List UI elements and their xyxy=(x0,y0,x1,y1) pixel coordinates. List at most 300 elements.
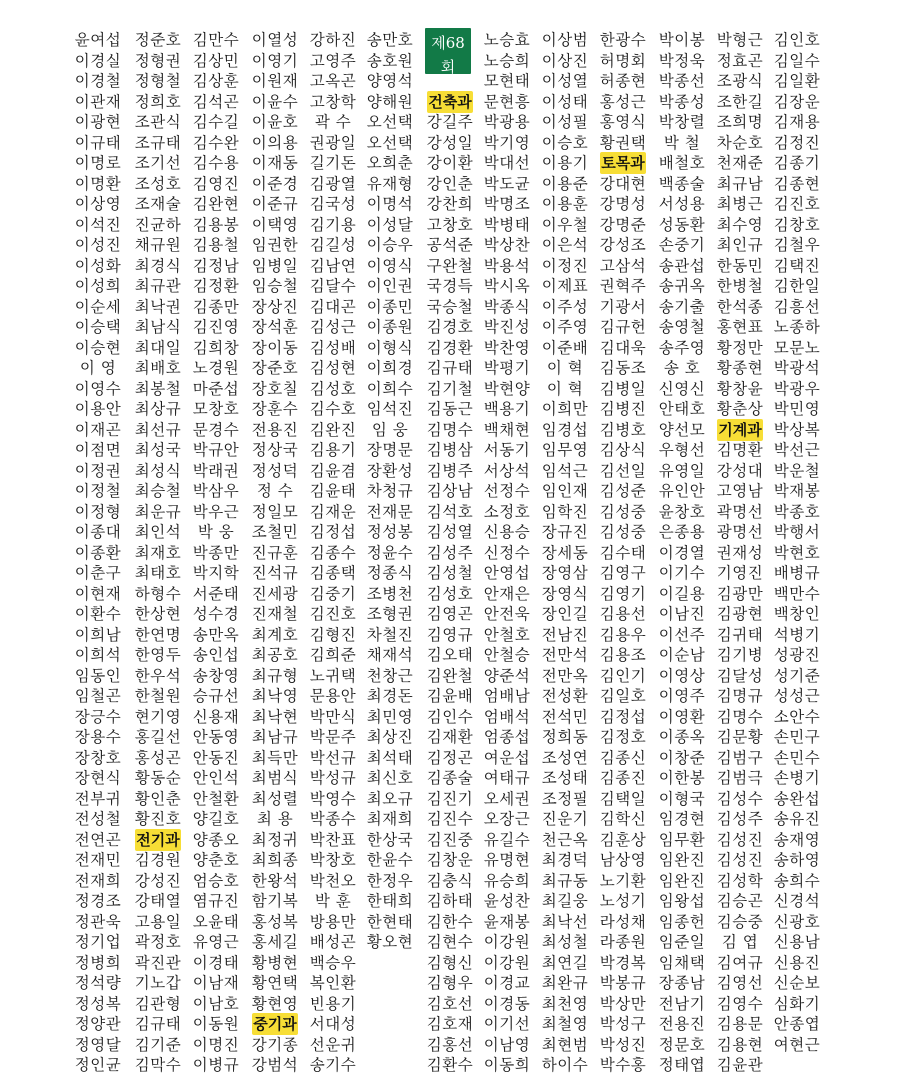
member-name: 김용기 xyxy=(309,441,357,459)
member-name: 송희수 xyxy=(773,871,821,890)
member-name: 권혁주 xyxy=(599,277,647,295)
member-name: 진재철 xyxy=(251,605,299,623)
member-name: 최인석 xyxy=(134,523,182,541)
member-name: 이종옥 xyxy=(658,728,706,746)
member-name: 최성식 xyxy=(134,461,182,480)
member-name: 이영식 xyxy=(366,256,414,275)
member-name: 김용철 xyxy=(192,236,240,254)
member-name: 김종택 xyxy=(309,564,357,582)
class-header-box xyxy=(425,28,471,90)
member-name: 이성태 xyxy=(541,92,589,111)
member-name: 김재운 xyxy=(309,502,357,521)
member-name: 김용우 xyxy=(599,625,647,644)
member-name: 김승중 xyxy=(716,912,764,931)
member-name: 양종오 xyxy=(192,830,240,849)
member-name: 고창호 xyxy=(426,215,474,234)
member-name: 이한봉 xyxy=(658,769,706,787)
member-name: 안인석 xyxy=(192,769,240,787)
member-name: 홍현표 xyxy=(716,318,764,336)
member-name: 정병희 xyxy=(74,953,122,972)
member-name: 박봉규 xyxy=(599,974,647,992)
member-name: 유재형 xyxy=(366,174,414,193)
member-name: 손민구 xyxy=(773,728,821,746)
member-name: 정양관 xyxy=(74,1015,122,1033)
member-name: 이택영 xyxy=(251,215,299,234)
member-name: 김한수 xyxy=(426,912,474,931)
member-name: 오선택 xyxy=(366,113,414,131)
member-name: 우형선 xyxy=(658,441,706,459)
member-name: 최배호 xyxy=(134,359,182,377)
member-name: 함기복 xyxy=(251,892,299,910)
member-name: 이종민 xyxy=(366,297,414,316)
member-name: 성기준 xyxy=(773,666,821,685)
member-name: 전부귀 xyxy=(74,789,122,808)
member-name: 양춘호 xyxy=(192,851,240,869)
member-name: 기노갑 xyxy=(134,974,182,992)
member-name: 모현태 xyxy=(483,72,531,90)
member-name: 정희호 xyxy=(134,92,182,111)
member-name: 최남식 xyxy=(134,318,182,336)
member-name: 최완규 xyxy=(541,974,589,992)
member-name: 장인길 xyxy=(541,605,589,623)
member-name: 김훈상 xyxy=(599,830,647,849)
member-name: 박시옥 xyxy=(483,277,531,295)
member-name: 김종수 xyxy=(309,543,357,562)
member-name: 임철곤 xyxy=(74,687,122,705)
member-name: 김오태 xyxy=(426,646,474,664)
member-name: 최정귀 xyxy=(251,830,299,849)
member-name: 권광일 xyxy=(309,133,357,152)
member-name: 고옥곤 xyxy=(309,72,357,90)
member-name: 박상만 xyxy=(599,994,647,1013)
member-name: 김인호 xyxy=(773,31,821,49)
member-name: 김귀태 xyxy=(716,625,764,644)
member-name: 정종식 xyxy=(366,564,414,582)
member-name: 이승호 xyxy=(541,133,589,152)
member-name: 홍영식 xyxy=(599,113,647,131)
member-name: 이재동 xyxy=(251,154,299,172)
member-name: 장준호 xyxy=(251,359,299,377)
member-name: 노기환 xyxy=(599,871,647,890)
member-name: 신용재 xyxy=(192,707,240,726)
member-name: 강명성 xyxy=(599,195,647,213)
member-name: 임완진 xyxy=(658,871,706,890)
member-name: 김창호 xyxy=(773,215,821,234)
member-name: 양영석 xyxy=(366,72,414,90)
member-name: 이순남 xyxy=(658,646,706,664)
member-name: 김 엽 xyxy=(721,933,759,951)
member-name: 박창렬 xyxy=(658,113,706,131)
member-name: 황연택 xyxy=(251,974,299,992)
member-name: 방용만 xyxy=(309,912,357,931)
member-name: 복인환 xyxy=(309,974,357,992)
member-name: 김종현 xyxy=(773,174,821,193)
member-name: 김진중 xyxy=(426,830,474,849)
member-name: 이경교 xyxy=(483,974,531,992)
member-name: 박찬영 xyxy=(483,338,531,357)
member-name: 이용준 xyxy=(541,174,589,193)
member-name: 김명환 xyxy=(716,441,764,459)
member-name: 백채현 xyxy=(483,420,531,439)
member-name: 전재문 xyxy=(366,502,414,521)
member-name: 김성호 xyxy=(309,379,357,398)
member-name: 최철영 xyxy=(541,1015,589,1033)
member-name: 이명진 xyxy=(192,1035,240,1054)
member-name: 최경식 xyxy=(134,256,182,275)
member-name: 박우근 xyxy=(192,502,240,521)
member-name: 남상영 xyxy=(599,851,647,869)
member-name: 이 혁 xyxy=(546,359,584,377)
member-name: 장용수 xyxy=(74,728,122,746)
member-name: 오윤태 xyxy=(192,912,240,931)
member-name: 정석량 xyxy=(74,974,122,992)
member-name: 전만옥 xyxy=(541,666,589,685)
member-name: 안영섭 xyxy=(483,564,531,582)
member-name: 황진호 xyxy=(134,810,182,828)
member-name: 이정형 xyxy=(74,502,122,521)
member-name: 이형국 xyxy=(658,789,706,808)
member-name: 김달성 xyxy=(716,666,764,685)
member-name: 소정호 xyxy=(483,502,531,521)
member-name: 이경철 xyxy=(74,72,122,90)
member-name: 석병기 xyxy=(773,625,821,644)
member-name: 임인재 xyxy=(541,482,589,500)
member-name: 조형권 xyxy=(366,605,414,623)
member-name: 서동기 xyxy=(483,441,531,459)
member-name: 전만석 xyxy=(541,646,589,664)
member-name: 임왕섭 xyxy=(658,892,706,910)
member-name: 박현호 xyxy=(773,543,821,562)
member-name: 김재환 xyxy=(426,728,474,746)
member-name: 김완철 xyxy=(426,666,474,685)
member-name: 송하영 xyxy=(773,851,821,869)
member-name: 임병일 xyxy=(251,256,299,275)
member-name: 김용조 xyxy=(599,646,647,664)
member-name: 문용안 xyxy=(309,687,357,705)
member-name: 천재준 xyxy=(716,154,764,172)
member-name: 백승우 xyxy=(309,953,357,972)
member-name: 김관형 xyxy=(134,994,182,1013)
member-name: 김병일 xyxy=(599,379,647,398)
member-name: 정인균 xyxy=(74,1056,122,1074)
member-name: 김충식 xyxy=(426,871,474,890)
member-name: 김한일 xyxy=(773,277,821,295)
member-name: 김용봉 xyxy=(192,215,240,234)
member-name: 안철환 xyxy=(192,789,240,808)
member-name: 최재호 xyxy=(134,543,182,562)
member-name: 송귀옥 xyxy=(658,277,706,295)
member-name: 김영구 xyxy=(599,564,647,582)
member-name: 송 호 xyxy=(663,359,701,377)
member-name: 최성국 xyxy=(134,441,182,459)
member-name: 장석훈 xyxy=(251,318,299,336)
member-name: 박상찬 xyxy=(483,236,531,254)
member-name: 한철원 xyxy=(134,687,182,705)
member-name: 최규형 xyxy=(251,666,299,685)
member-name: 심화기 xyxy=(773,994,821,1013)
member-name: 성성근 xyxy=(773,687,821,705)
member-name: 한정우 xyxy=(366,871,414,890)
member-name: 임무영 xyxy=(541,441,589,459)
member-name: 정경조 xyxy=(74,892,122,910)
member-name: 이영환 xyxy=(658,707,706,726)
member-name: 이점면 xyxy=(74,441,122,459)
member-name: 김기병 xyxy=(716,646,764,664)
member-name: 김영곤 xyxy=(426,605,474,623)
member-name: 정상국 xyxy=(251,441,299,459)
member-name: 김문황 xyxy=(716,728,764,746)
member-name: 기영진 xyxy=(716,564,764,582)
member-name: 김정남 xyxy=(192,256,240,275)
member-name: 김하태 xyxy=(426,892,474,910)
member-name: 신광호 xyxy=(773,912,821,931)
member-name: 전남진 xyxy=(541,625,589,644)
member-name: 이남영 xyxy=(483,1035,531,1054)
member-name: 이규태 xyxy=(74,133,122,152)
member-name: 은종용 xyxy=(658,523,706,541)
member-name: 강성일 xyxy=(426,133,474,152)
member-name: 김범극 xyxy=(716,769,764,787)
member-name: 한병철 xyxy=(716,277,764,295)
member-name: 임완진 xyxy=(658,851,706,869)
member-name: 박정욱 xyxy=(658,51,706,70)
member-name: 김용선 xyxy=(599,605,647,623)
member-name: 임석진 xyxy=(366,400,414,418)
member-name: 황창윤 xyxy=(716,379,764,398)
member-name: 이승택 xyxy=(74,318,122,336)
member-name: 김경원 xyxy=(134,851,182,869)
member-name: 김영수 xyxy=(716,994,764,1013)
member-name: 구완철 xyxy=(426,256,474,275)
member-name: 이은석 xyxy=(541,236,589,254)
member-name: 김형우 xyxy=(426,974,474,992)
member-name: 박운철 xyxy=(773,461,821,480)
member-name: 김일수 xyxy=(773,51,821,70)
member-name: 최현범 xyxy=(541,1035,589,1054)
member-name: 여태규 xyxy=(483,769,531,787)
member-name: 최석태 xyxy=(366,748,414,767)
member-name: 황오현 xyxy=(366,933,414,951)
member-name: 송관섭 xyxy=(658,256,706,275)
member-name: 김경호 xyxy=(426,318,474,336)
member-name: 조성연 xyxy=(541,748,589,767)
member-name: 최규관 xyxy=(134,277,182,295)
member-name: 김학신 xyxy=(599,810,647,828)
member-name: 김기준 xyxy=(134,1035,182,1054)
member-name: 이경동 xyxy=(483,994,531,1013)
member-name: 장규진 xyxy=(541,523,589,541)
member-name: 임경섭 xyxy=(541,420,589,439)
member-name: 강대현 xyxy=(599,174,647,193)
member-name: 최득만 xyxy=(251,748,299,767)
member-name: 전재민 xyxy=(74,851,122,869)
member-name: 채규원 xyxy=(134,236,182,254)
member-name: 박재봉 xyxy=(773,482,821,500)
member-name: 김정곤 xyxy=(426,748,474,767)
department-badge: 중기과 xyxy=(253,1015,297,1033)
member-name: 진균하 xyxy=(134,215,182,234)
member-name: 박평기 xyxy=(483,359,531,377)
member-name: 정영달 xyxy=(74,1035,122,1054)
member-name: 박진성 xyxy=(483,318,531,336)
member-name: 박민영 xyxy=(773,400,821,418)
member-name: 최경덕 xyxy=(541,851,589,869)
member-name: 노귀택 xyxy=(309,666,357,685)
member-name: 최낙권 xyxy=(134,297,182,316)
member-name: 최승철 xyxy=(134,482,182,500)
member-name: 장긍수 xyxy=(74,707,122,726)
member-name: 이상영 xyxy=(74,195,122,213)
member-name: 유영일 xyxy=(658,461,706,480)
member-name: 정희동 xyxy=(541,728,589,746)
member-name: 최 용 xyxy=(256,810,294,828)
member-name: 장호칠 xyxy=(251,379,299,398)
member-name: 김성진 xyxy=(716,830,764,849)
member-name: 박래권 xyxy=(192,461,240,480)
member-name: 김규태 xyxy=(426,359,474,377)
member-name: 박성구 xyxy=(599,1015,647,1033)
member-name: 김성준 xyxy=(599,482,647,500)
member-name: 김대곤 xyxy=(309,297,357,316)
member-name: 소안수 xyxy=(773,707,821,726)
member-name: 김진호 xyxy=(309,605,357,623)
member-name: 임동인 xyxy=(74,666,122,685)
member-name: 박병태 xyxy=(483,215,531,234)
member-name: 채재석 xyxy=(366,646,414,664)
member-name: 김여규 xyxy=(716,953,764,972)
member-name: 박만식 xyxy=(309,707,357,726)
member-name: 박창호 xyxy=(309,851,357,869)
member-name: 최낙현 xyxy=(251,707,299,726)
member-name: 최상규 xyxy=(134,400,182,418)
member-name: 김명수 xyxy=(716,707,764,726)
member-name: 유길수 xyxy=(483,830,531,849)
member-name: 조기선 xyxy=(134,154,182,172)
member-name: 이원재 xyxy=(251,72,299,90)
member-name: 홍성근 xyxy=(599,92,647,111)
member-name: 노경원 xyxy=(192,359,240,377)
member-name: 박종선 xyxy=(658,72,706,90)
member-name: 염규진 xyxy=(192,892,240,910)
member-name: 김성주 xyxy=(426,543,474,562)
member-name: 송인섭 xyxy=(192,646,240,664)
member-name: 박성진 xyxy=(599,1035,647,1054)
member-name: 박 웅 xyxy=(197,523,235,541)
member-name: 송주영 xyxy=(658,338,706,357)
member-name: 이재곤 xyxy=(74,420,122,439)
member-name: 손병기 xyxy=(773,769,821,787)
member-name: 한동민 xyxy=(716,256,764,275)
member-name: 최성철 xyxy=(541,933,589,951)
member-name: 김명수 xyxy=(426,420,474,439)
member-name: 김막수 xyxy=(134,1056,182,1074)
member-name: 오선택 xyxy=(366,133,414,152)
member-name: 김윤배 xyxy=(426,687,474,705)
member-name: 김희창 xyxy=(192,338,240,357)
member-name: 정성봉 xyxy=(366,523,414,541)
member-name: 이광현 xyxy=(74,113,122,131)
member-name: 고삼석 xyxy=(599,256,647,275)
member-name: 송기수 xyxy=(309,1056,357,1074)
member-name: 한태희 xyxy=(366,892,414,910)
member-name: 이용기 xyxy=(541,154,589,172)
member-name: 천창근 xyxy=(366,666,414,685)
member-name: 최수영 xyxy=(716,215,764,234)
member-name: 김명규 xyxy=(716,687,764,705)
member-name: 최봉철 xyxy=(134,379,182,398)
member-name: 정기업 xyxy=(74,933,122,951)
member-name: 이제표 xyxy=(541,277,589,295)
member-name: 조철민 xyxy=(251,523,299,541)
member-name: 황권택 xyxy=(599,133,647,152)
member-name: 이준배 xyxy=(541,338,589,357)
member-name: 김완현 xyxy=(192,195,240,213)
member-name: 유인안 xyxy=(658,482,706,500)
member-name: 허종현 xyxy=(599,72,647,90)
member-name: 최공호 xyxy=(251,646,299,664)
member-name: 서준태 xyxy=(192,584,240,603)
member-name: 김동조 xyxy=(599,359,647,377)
member-name: 이희남 xyxy=(74,625,122,644)
member-name: 황동순 xyxy=(134,769,182,787)
member-name: 김형진 xyxy=(309,625,357,644)
member-name: 이 혁 xyxy=(546,379,584,398)
member-name: 백용기 xyxy=(483,400,531,418)
member-name: 최범식 xyxy=(251,769,299,787)
member-name: 이영수 xyxy=(74,379,122,398)
member-name: 여현근 xyxy=(773,1035,821,1054)
member-name: 황춘상 xyxy=(716,400,764,418)
member-name: 강성대 xyxy=(716,461,764,480)
member-name: 장명문 xyxy=(366,441,414,459)
member-name: 송완섭 xyxy=(773,789,821,808)
member-name: 이성희 xyxy=(74,277,122,295)
member-name: 김상훈 xyxy=(192,72,240,90)
member-name: 배철호 xyxy=(658,154,706,172)
member-name: 김윤겸 xyxy=(309,461,357,480)
member-name: 김성열 xyxy=(426,523,474,541)
member-name: 장이동 xyxy=(251,338,299,357)
member-name: 신용남 xyxy=(773,933,821,951)
member-name: 김수길 xyxy=(192,113,240,131)
member-name: 이경열 xyxy=(658,543,706,562)
member-name: 김남연 xyxy=(309,256,357,275)
member-name: 이춘구 xyxy=(74,564,122,582)
member-name: 이상진 xyxy=(541,51,589,70)
member-name: 권재성 xyxy=(716,543,764,562)
member-name: 라성채 xyxy=(599,912,647,931)
member-name: 허명회 xyxy=(599,51,647,70)
member-name: 김석곤 xyxy=(192,92,240,111)
member-name: 박종만 xyxy=(192,543,240,562)
member-name: 현기영 xyxy=(134,707,182,726)
member-name: 진세광 xyxy=(251,584,299,603)
member-name: 이종원 xyxy=(366,318,414,336)
member-name: 김성현 xyxy=(309,359,357,377)
member-name: 신영신 xyxy=(658,379,706,398)
member-name: 조병천 xyxy=(366,584,414,603)
department-badge: 기계과 xyxy=(718,420,762,439)
member-name: 안전욱 xyxy=(483,605,531,623)
member-name: 이상범 xyxy=(541,31,589,49)
member-name: 정태엽 xyxy=(658,1056,706,1074)
member-name: 이희만 xyxy=(541,400,589,418)
member-name: 유명현 xyxy=(483,851,531,869)
member-name: 기광서 xyxy=(599,297,647,316)
member-name: 노성기 xyxy=(599,892,647,910)
member-name: 박경복 xyxy=(599,953,647,972)
member-name: 윤창호 xyxy=(658,502,706,521)
